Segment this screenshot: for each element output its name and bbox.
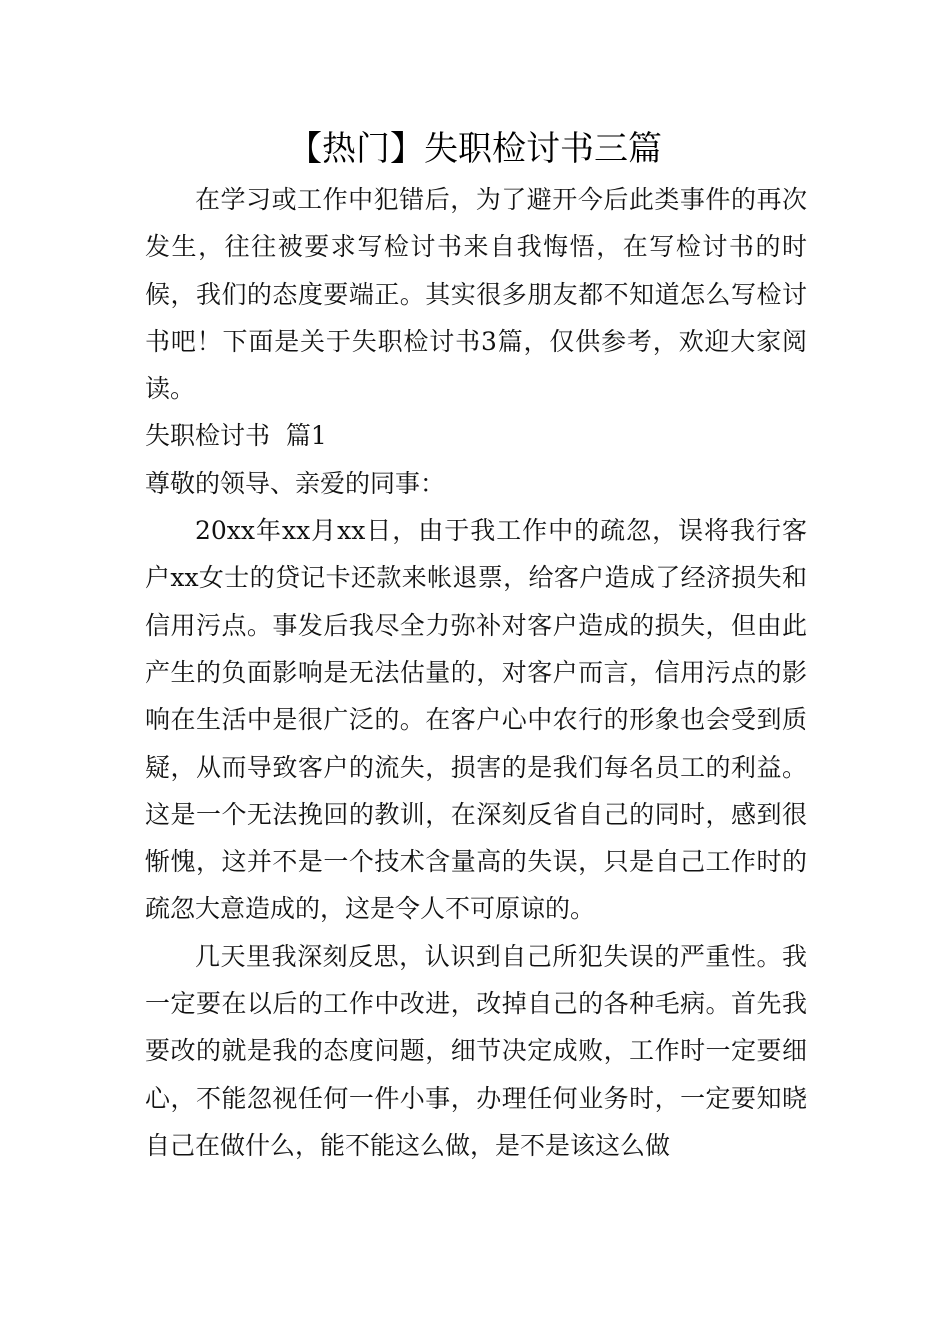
document-body xyxy=(145,176,807,1169)
body-paragraph-1: 20xx年xx月xx日，由于我工作中的疏忽，误将我行客户xx女士的贷记卡还款来帐退票，给客户造成了经济损失和信用污点。事发后我尽全力弥补对客户造成的损失，但由此产生的负面影响是无法估量的，对客户而言，信用污点的影响在生活中是很广泛的。在客户心中农行的形象也会受到质疑，从而导致客户的流失，损害的是我们每名员工的利益。这是一个无法挽回的教训，在深刻反省自己的同时，感到很惭愧，这并不是一个技术含量高的失误，只是自己工作时的疏忽大意造成的，这是令人不可原谅的。 xyxy=(145,516,807,924)
section-heading: 失职检讨书 篇1 xyxy=(145,421,327,451)
intro-paragraph: 在学习或工作中犯错后，为了避开今后此类事件的再次发生，往往被要求写检讨书来自我悔悟，在写检讨书的时候，我们的态度要端正。其实很多朋友都不知道怎么写检讨书吧！下面是关于失职检讨书3篇，仅供参考，欢迎大家阅读。 xyxy=(145,185,807,404)
document-title: 【热门】失职检讨书三篇 xyxy=(288,129,662,169)
body-paragraph-2: 几天里我深刻反思，认识到自己所犯失误的严重性。我一定要在以后的工作中改进，改掉自己的各种毛病。首先我要改的就是我的态度问题，细节决定成败，工作时一定要细心，不能忽视任何一件小事，办理任何业务时，一定要知晓自己在做什么，能不能这么做，是不是该这么做 xyxy=(145,941,807,1160)
salutation: 尊敬的领导、亲爱的同事： xyxy=(145,468,446,498)
